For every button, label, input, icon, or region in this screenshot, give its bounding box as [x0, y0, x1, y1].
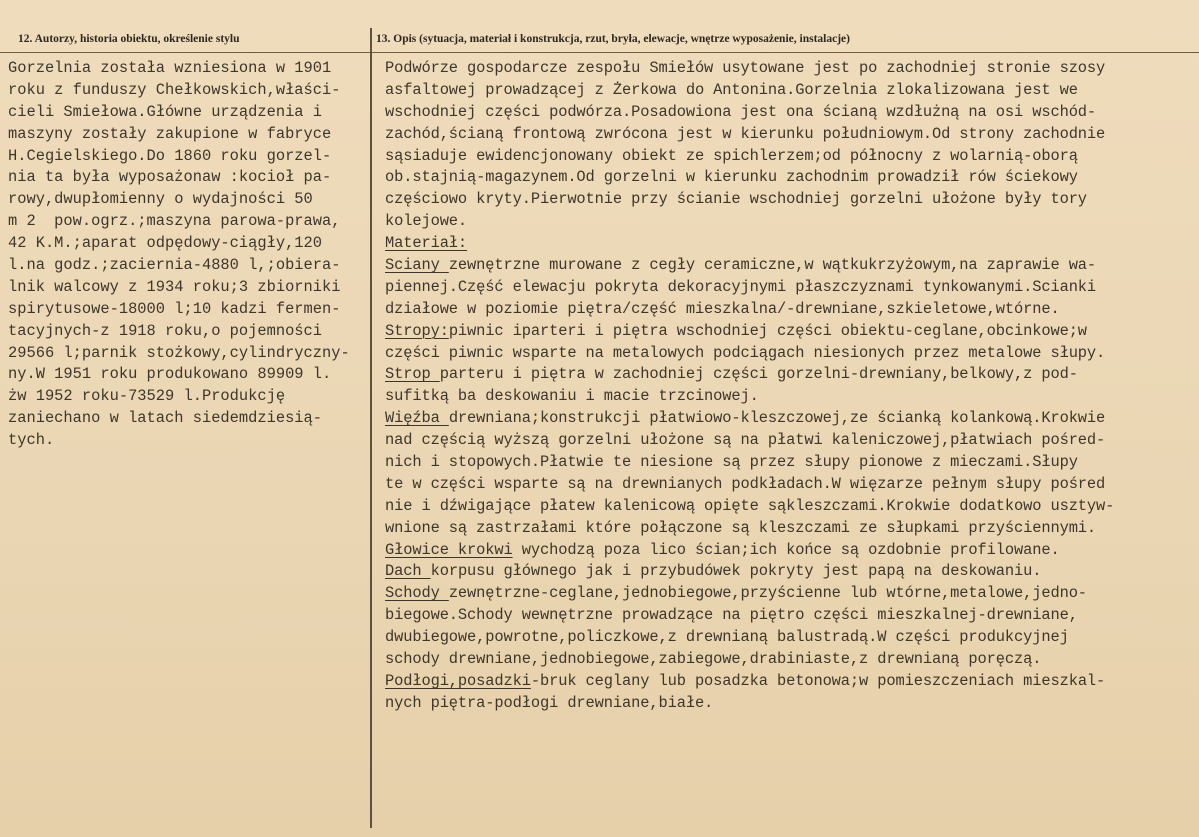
history-line: nia ta była wyposażonaw :kocioł pa-: [8, 168, 332, 187]
section-12-header: 12. Autorzy, historia obiektu, określenie stylu: [18, 33, 240, 45]
history-line: żw 1952 roku-73529 l.Produkcję: [8, 387, 286, 406]
description-text: asfaltowej prowadzącej z Żerkowa do Antonina.Gorzelnia zlokalizowana jest we: [385, 80, 1078, 99]
description-line: [385, 605, 1193, 627]
description-text: -bruk ceglany lub posadzka betonowa;w pomieszczeniach mieszkal-: [530, 671, 1106, 690]
description-line: [385, 299, 1193, 321]
description-text-column: [385, 58, 1193, 715]
description-line: [385, 146, 1193, 168]
section-heading: Stropy:: [385, 321, 449, 340]
description-text: nad częścią wyższą gorzelni ułożone są na płatwi kaleniczowej,płatwiach pośred-: [385, 431, 1106, 450]
description-text: schody drewniane,jednobiegowe,zabiegowe,drabiniaste,z drewnianą poręczą.: [385, 650, 1042, 669]
description-line: [385, 671, 1193, 693]
history-line: lnik walcowy z 1934 roku;3 zbiorniki: [8, 277, 341, 296]
description-line: [385, 540, 1193, 562]
description-line: [385, 80, 1193, 102]
description-line: [385, 58, 1193, 80]
description-text: Podwórze gospodarcze zespołu Smiełów usytowane jest po zachodniej stronie szosy: [385, 59, 1106, 77]
section-heading: Podłogi,posadzki: [385, 671, 531, 690]
description-text: wschodniej części podwórza.Posadowiona jest ona ścianą wzdłużną na osi wschód-: [385, 102, 1097, 121]
history-line: Gorzelnia została wzniesiona w 1901: [8, 59, 332, 77]
history-line: H.Cegielskiego.Do 1860 roku gorzel-: [8, 146, 332, 165]
description-line: [385, 364, 1193, 386]
description-line: [385, 496, 1193, 518]
section-heading: Materiał:: [385, 234, 468, 253]
history-line: l.na godz.;zacierniа-4880 l,;obiera-: [8, 256, 341, 275]
section-heading: Strop: [385, 365, 440, 384]
description-text: nych piętra-podłogi drewniane,białe.: [385, 693, 714, 712]
description-text: zewnętrzne-ceglane,jednobiegowe,przyścienne lub wtórne,metalowe,jedno-: [448, 584, 1087, 603]
description-text: te w części wsparte są na drewnianych podkładach.W więzarze pełnym słupy pośred: [385, 474, 1106, 493]
description-text: działowe w poziomie piętra/część mieszkalna/-drewniane,szkieletowe,wtórne.: [385, 299, 1060, 318]
section-heading: Dach: [385, 562, 431, 581]
description-line: [385, 102, 1193, 124]
description-text: częściowo kryty.Pierwotnie przy ścianie wschodniej gorzelni ułożone były tory: [385, 190, 1087, 209]
description-text: korpusu głównego jak i przybudówek pokryty jest papą na deskowaniu.: [430, 562, 1042, 581]
description-line: [385, 277, 1193, 299]
description-line: [385, 408, 1193, 430]
column-divider: [370, 28, 372, 828]
description-line: [385, 233, 1193, 255]
description-text: sąsiaduje ewidencjonowany obiekt ze spichlerzem;od północny z wolarnią-oborą: [385, 146, 1078, 165]
header-rule: [0, 52, 1199, 53]
description-text: zewnętrzne murowane z cegły ceramiczne,w wątkukrzyżowym,na zaprawie wa-: [448, 256, 1097, 275]
description-text: biegowe.Schody wewnętrzne prowadzące na piętro części mieszkalnej-drewniane,: [385, 606, 1078, 625]
description-line: [385, 167, 1193, 189]
description-line: [385, 189, 1193, 211]
description-line: [385, 211, 1193, 233]
description-line: [385, 386, 1193, 408]
description-line: [385, 693, 1193, 715]
history-line: rowy,dwupłomienny o wydajności 50: [8, 190, 313, 209]
description-text: kolejowe.: [385, 212, 468, 231]
section-heading: Sciany: [385, 256, 449, 275]
description-text: drewniana;konstrukcji płatwiowo-kleszczowej,ze ścianką kolankową.Krokwie: [448, 409, 1106, 428]
description-line: [385, 321, 1193, 343]
description-text: dwubiegowe,powrotne,policzkowe,z drewnianą balustradą.W części produkcyjnej: [385, 628, 1069, 647]
history-line: spirytusowe-18000 l;10 kadzi fermen-: [8, 299, 341, 318]
description-text: piwnic iparteri i piętra wschodniej części obiektu-ceglane,obcinkowe;w: [448, 321, 1087, 340]
description-text: sufitką ba deskowaniu i macie trzcinowej.: [385, 387, 759, 406]
description-line: [385, 627, 1193, 649]
description-line: [385, 452, 1193, 474]
description-text: parteru i piętra w zachodniej części gorzelni-drewniany,belkowy,z pod-: [439, 365, 1078, 384]
description-line: [385, 561, 1193, 583]
description-line: [385, 124, 1193, 146]
history-line: zaniechano w latach siedemdziesią-: [8, 409, 323, 428]
description-line: [385, 430, 1193, 452]
history-line: tacyjnych-z 1918 roku,o pojemności: [8, 321, 323, 340]
history-text-column: [8, 58, 363, 452]
description-text: nich i stopowych.Płatwie te niesione są przez słupy pionowe z mieczami.Słupy: [385, 453, 1078, 472]
section-heading: Schody: [385, 584, 449, 603]
history-line: 42 K.M.;aparat odpędowy-ciągły,120: [8, 234, 323, 253]
history-line: cieli Smiełowa.Główne urządzenia i: [8, 102, 323, 121]
description-line: [385, 518, 1193, 540]
history-line: tych.: [8, 431, 55, 450]
history-line: ny.W 1951 roku produkowano 89909 l.: [8, 365, 332, 384]
history-line: roku z funduszy Chełkowskich,właści-: [8, 80, 341, 99]
description-text: piennej.Część elewacju pokryta dekoracyjnymi płaszczyznami tynkowanymi.Scianki: [385, 277, 1097, 296]
section-13-header: 13. Opis (sytuacja, materiał i konstrukcja, rzut, bryła, elewacje, wnętrze wyposażenie, instalacje): [376, 33, 850, 45]
description-text: wychodzą poza lico ścian;ich końce są ozdobnie profilowane.: [512, 540, 1060, 559]
description-text: wnione są zastrzałami które połączone są kleszczami ze słupkami przyściennymi.: [385, 518, 1097, 537]
description-line: [385, 649, 1193, 671]
description-text: nie i dźwigające płatew kalenicową opięte sąkleszczami.Krokwie dodatkowo usztyw-: [385, 496, 1115, 515]
section-heading: Więźba: [385, 409, 449, 428]
description-text: zachód,ścianą frontową zwrócona jest w kierunku południowym.Od strony zachodnie: [385, 124, 1106, 143]
history-line: m 2 pow.ogrz.;maszyna parowa-prawa,: [8, 212, 341, 231]
history-line: maszyny zostały zakupione w fabryce: [8, 124, 332, 143]
description-text: części piwnic wsparte na metalowych podciągach niesionych przez metalowe słupy.: [385, 343, 1106, 362]
section-heading: Głowice krokwi: [385, 540, 513, 559]
description-line: [385, 583, 1193, 605]
description-line: [385, 255, 1193, 277]
history-line: 29566 l;parnik stożkowy,cylindryczny-: [8, 343, 350, 362]
description-text: ob.stajnią-magazynem.Od gorzelni w kierunku zachodnim prowadził rów ściekowy: [385, 168, 1078, 187]
description-line: [385, 343, 1193, 365]
description-line: [385, 474, 1193, 496]
